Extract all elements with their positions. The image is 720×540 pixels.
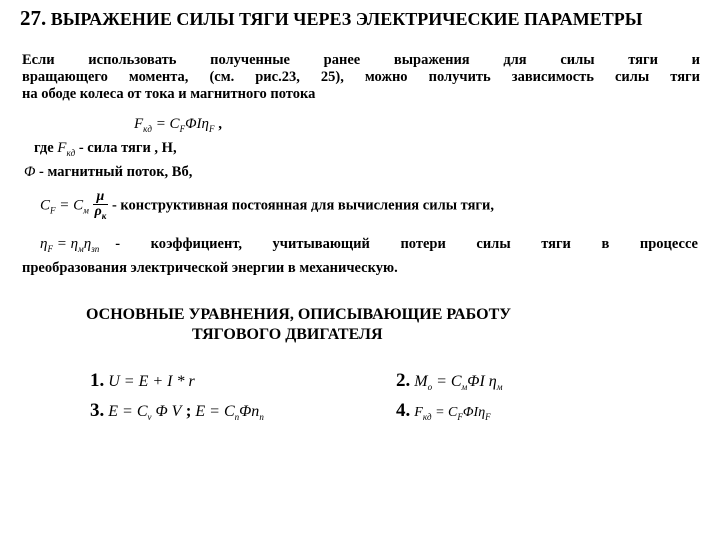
def-f-desc: - сила тяги , Н, [78,140,177,156]
formula-rest-sub: F [208,124,215,134]
eq2-m: M [414,373,428,390]
page-title [20,6,642,31]
equation-1 [90,370,195,392]
eq4-f: F [414,405,423,420]
def-cf-eq-sub: м [83,205,89,216]
equation-2-body [414,373,503,393]
eq3-b: E = C [195,403,235,420]
equation-1-number: 1. [90,370,105,391]
formula-f-sub: кд [143,124,152,134]
equation-2 [396,370,503,392]
def-cf-frac-num: μ [93,190,109,205]
eq2-sub-3: м [496,382,503,393]
def-eta-eq-sub: м [78,243,84,254]
eq3-b-sub: n [234,412,240,423]
eq3-b-rest: Φn [239,403,260,420]
eq4-c: = C [431,405,458,420]
def-eta-desc-1: - коэффициент, учитывающий потери силы тяги в процессе [115,236,698,252]
title-number: 27. [20,6,47,30]
def-cf-frac-den-symbol: ρ [94,204,102,219]
equation-4-number: 4. [396,400,411,421]
eq4-sub-1: кд [422,411,432,422]
eq3-b-sub-2: n [259,412,264,423]
def-cf-frac-den [93,205,109,223]
formula-f: F [134,116,144,132]
eq3-a-rest: Φ V [151,403,182,420]
def-eta-lhs-sub: F [47,243,53,254]
equation-3b-body [195,403,264,423]
formula-tail: , [214,116,222,132]
equation-2-number: 2. [396,370,411,391]
def-cf-desc: - конструктивная постоянная для вычисления силы тяги, [111,197,494,214]
def-eta-eq: = η [52,236,79,252]
equation-4 [396,400,491,422]
eq2-c: = C [432,373,462,390]
eq3-separator: ; [181,401,192,420]
def-eta-eq2-sub: зп [91,243,100,254]
equation-4-body [414,405,490,420]
def-eta-lhs: η [40,236,48,252]
def-f-symbol: F [57,140,67,156]
def-f-sub: кд [66,147,76,158]
eq4-sub-2: F [457,411,463,422]
section-heading-line-2: ТЯГОВОГО ДВИГАТЕЛЯ [192,326,383,343]
def-cf-eq: = C [55,197,84,214]
def-phi [24,164,192,181]
formula-c: = C [151,116,180,132]
eq2-sub-2: м [461,382,468,393]
formula-rest: ΦIη [185,116,209,132]
def-phi-symbol: Φ [24,164,36,180]
eq3-a: E = C [108,403,148,420]
intro-line-3: на ободе колеса от тока и магнитного потока [22,86,316,102]
intro-paragraph [22,52,700,103]
equation-3-number: 3. [90,400,105,421]
equation-1-body: U = E + I * r [108,373,195,390]
def-cf-fraction [93,190,109,223]
def-cf [40,190,494,223]
def-cf-lhs: C [40,197,51,214]
eq2-rest: ΦI η [467,373,497,390]
formula-c-sub: F [179,124,186,134]
eq2-sub-1: о [427,382,433,393]
title-text: ВЫРАЖЕНИЕ СИЛЫ ТЯГИ ЧЕРЕЗ ЭЛЕКТРИЧЕСКИЕ ПАРАМЕТРЫ [50,9,643,29]
eq4-sub-3: F [485,411,491,422]
eq3-a-sub: v [147,412,152,423]
eq4-rest: ΦIη [462,405,486,420]
def-cf-lhs-sub: F [50,205,56,216]
equation-3 [90,400,264,422]
equation-3-body [108,403,182,423]
def-eta [40,236,698,254]
def-eta-eq2: η [83,236,92,252]
def-eta-desc-2: преобразования электрической энергии в механическую. [22,260,398,276]
section-heading-line-1: ОСНОВНЫЕ УРАВНЕНИЯ, ОПИСЫВАЮЩИЕ РАБОТУ [86,306,511,323]
intro-line-2: вращающего момента, (см. рис.23, 25), можно получить зависимость силы тяги [22,69,700,85]
def-cf-frac-den-sub: к [101,210,107,221]
def-force [34,140,177,158]
def-phi-desc: - магнитный поток, Вб, [39,164,193,180]
intro-line-1: Если использовать полученные ранее выражения для силы тяги и [22,52,700,68]
def-eta-formula [40,236,99,254]
main-formula [134,116,222,134]
where-label: где [34,140,54,156]
